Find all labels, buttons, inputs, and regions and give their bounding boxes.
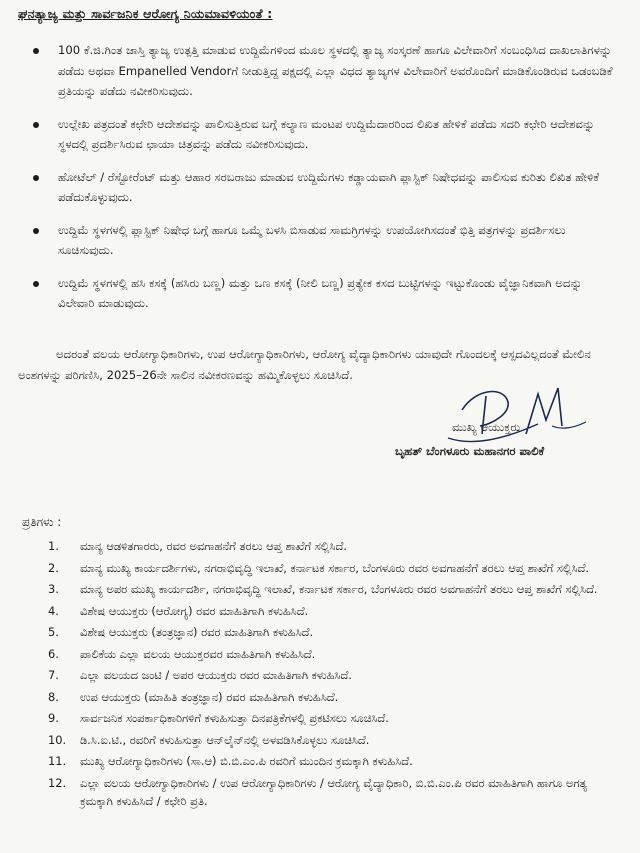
bullet-icon bbox=[33, 48, 39, 54]
copy-text: ಎಲ್ಲಾ ವಲಯ ಆರೋಗ್ಯಾಧಿಕಾರಿಗಳು / ಉಪ ಆರೋಗ್ಯಾಧಿಕಾರಿಗಳು / ಆರೋಗ್ಯ ವೈದ್ಯಾಧಿಕಾರಿ, ಬಿ.ಬಿ.ಎಂ.ಪಿ ರವರ ಮಾಹಿತಿಗಾಗಿ ಹಾಗೂ ಅಗತ್ಯ ಕ್ರಮಕ್ಕಾಗಿ ಕಳುಹಿಸಿದೆ / ಕಛೇರಿ ಪ್ರತಿ. bbox=[80, 775, 588, 808]
rule-text: ಉದ್ದಿಮೆ ಸ್ಥಳಗಳಲ್ಲಿ ಪ್ಲಾಸ್ಟಿಕ್ ನಿಷೇಧ ಬಗ್ಗೆ ಹಾಗೂ ಒಮ್ಮೆ ಬಳಸಿ ಬಿಸಾಡುವ ಸಾಮಗ್ರಿಗಳನ್ನು ಉಪಯೋಗಿಸದಂತೆ ಭಿತ್ತಿ ಪತ್ರಗಳನ್ನು ಪ್ರದರ್ಶಿಸಲು ಸೂಚಿಸುವುದು. bbox=[58, 222, 566, 257]
signatory-organization: ಬೃಹತ್ ಬೆಂಗಳೂರು ಮಹಾನಗರ ಪಾಲಿಕೆ bbox=[395, 444, 545, 458]
copy-number: 2. bbox=[48, 560, 59, 575]
copy-number: 10. bbox=[48, 732, 67, 747]
rule-text: ಹೋಟೆಲ್ / ರೆಸ್ಟೋರೆಂಟ್ ಮತ್ತು ಆಹಾರ ಸರಬರಾಜು ಮಾಡುವ ಉದ್ದಿಮೆಗಳು ಕಡ್ಡಾಯವಾಗಿ ಪ್ಲಾಸ್ಟಿಕ್ ನಿಷೇಧವನ್ನು ಪಾಲಿಸುವ ಕುರಿತು ಲಿಖಿತ ಹೇಳಿಕೆ ಪಡೆದುಕೊಳ್ಳುವುದು. bbox=[58, 169, 600, 204]
rule-text: 100 ಕೆ.ಜಿ.ಗಿಂತ ಜಾಸ್ತಿ ತ್ಯಾಜ್ಯ ಉತ್ಪತ್ತಿ ಮಾಡುವ ಉದ್ದಿಮೆಗಳಿಂದ ಮೂಲ ಸ್ಥಳದಲ್ಲಿ ತ್ಯಾಜ್ಯ ಸಂಸ್ಕರಣೆ ಹಾಗೂ ವಿಲೇವಾರಿಗೆ ಸಂಬಂಧಿಸಿದ ದಾಖಲಾತಿಗಳನ್ನು ಪಡೆದು ಅಥವಾ Empanelled Vendorಗೆ ನೀಡುತ್ತಿದ್ದ ಪಕ್ಷದಲ್ಲಿ ಎಲ್ಲಾ ವಿಧದ ತ್ಯಾಜ್ಯಗಳ ವಿಲೇವಾರಿಗೆ ಅವರೊಂದಿಗೆ ಮಾಡಿಕೊಂಡಿರುವ ಒಡಂಬಡಿಕೆ ಪ್ರತಿಯನ್ನು ಪಡೆದು ನವೀಕರಿಸುವುದು. bbox=[58, 43, 613, 98]
copy-text: ಸಾರ್ವಜನಿಕ ಸಂಪರ್ಕಾಧಿಕಾರಿಗಳಿಗೆ ಕಳುಹಿಸುತ್ತಾ ದಿನಪತ್ರಿಕೆಗಳಲ್ಲಿ ಪ್ರಕಟಿಸಲು ಸೂಚಿಸಿದೆ. bbox=[80, 711, 389, 725]
copy-item bbox=[0, 731, 640, 750]
copy-text: ಪಾಲಿಕೆಯ ಎಲ್ಲಾ ವಲಯ ಆಯುಕ್ತರವರ ಮಾಹಿತಿಗಾಗಿ ಕಳುಹಿಸಿದೆ. bbox=[80, 646, 316, 661]
copy-text: ಎಲ್ಲಾ ವಲಯದ ಜಂಟಿ / ಅಪರ ಆಯುಕ್ತರು ರವರ ಮಾಹಿತಿಗಾಗಿ ಕಳುಹಿಸಿದೆ. bbox=[80, 668, 352, 682]
copy-number: 6. bbox=[48, 646, 59, 661]
copy-text: ವಿಶೇಷ ಆಯುಕ್ತರು (ಆರೋಗ್ಯ) ರವರ ಮಾಹಿತಿಗಾಗಿ ಕಳುಹಿಸಿದೆ. bbox=[80, 603, 309, 618]
copy-item bbox=[0, 774, 640, 811]
rules-list bbox=[0, 40, 640, 326]
rule-item bbox=[0, 114, 640, 155]
copy-text: ಮಾನ್ಯ ಅಪರ ಮುಖ್ಯ ಕಾರ್ಯದರ್ಶಿ, ನಗರಾಭಿವೃದ್ಧಿ ಇಲಾಖೆ, ಕರ್ನಾಟಕ ಸರ್ಕಾರ, ಬೆಂಗಳೂರು ರವರ ಅವಗಾಹನೆಗೆ ತರಲು ಆಪ್ತ ಶಾಖೆಗೆ ಸಲ್ಲಿಸಿದೆ. bbox=[80, 582, 598, 596]
instruction-paragraph: ಅದರಂತೆ ವಲಯ ಆರೋಗ್ಯಾಧಿಕಾರಿಗಳು, ಉಪ ಆರೋಗ್ಯಾಧಿಕಾರಿಗಳು, ಆರೋಗ್ಯ ವೈದ್ಯಾಧಿಕಾರಿಗಳು ಯಾವುದೇ ಗೊಂದಲಕ್ಕೆ ಆಸ್ಪದವಿಲ್ಲದಂತೆ ಮೇಲಿನ ಅಂಶಗಳನ್ನು ಪರಿಗಣಿಸಿ, 2025–26ನೇ ಸಾಲಿನ ನವೀಕರಣವನ್ನು ಹಮ್ಮಿಕೊಳ್ಳಲು ಸೂಚಿಸಿದೆ. bbox=[18, 347, 591, 382]
bullet-icon bbox=[33, 175, 39, 181]
section-heading: ಘನತ್ಯಾಜ್ಯ ಮತ್ತು ಸಾರ್ವಜನಿಕ ಆರೋಗ್ಯ ನಿಯಮಾವಳಿಯಂತೆ : bbox=[18, 6, 273, 21]
copy-item bbox=[0, 645, 640, 664]
copy-item bbox=[0, 559, 640, 578]
rule-text: ಉದ್ದಿಮೆ ಸ್ಥಳಗಳಲ್ಲಿ ಹಸಿ ಕಸಕ್ಕೆ (ಹಸಿರು ಬಣ್ಣ) ಮತ್ತು ಒಣ ಕಸಕ್ಕೆ (ನೀಲಿ ಬಣ್ಣ) ಪ್ರತ್ಯೇಕ ಕಸದ ಬುಟ್ಟಿಗಳನ್ನು ಇಟ್ಟುಕೊಂಡು ವೈಜ್ಞಾನಿಕವಾಗಿ ಅದನ್ನು ವಿಲೇವಾರಿ ಮಾಡುವುದು. bbox=[58, 275, 583, 310]
copy-number: 4. bbox=[48, 603, 59, 618]
copy-number: 7. bbox=[48, 668, 59, 682]
copy-item bbox=[0, 709, 640, 728]
copy-item bbox=[0, 537, 640, 556]
copy-text: ಮುಖ್ಯ ಆರೋಗ್ಯಾಧಿಕಾರಿಗಳು (ಸಾ.ಆ) ಬಿ.ಬಿ.ಎಂ.ಪಿ ರವರಿಗೆ ಮುಂದಿನ ಕ್ರಮಕ್ಕಾಗಿ ಕಳುಹಿಸಿದೆ. bbox=[80, 754, 413, 768]
copy-number: 5. bbox=[48, 625, 59, 639]
rule-item bbox=[0, 273, 640, 314]
copy-item bbox=[0, 623, 640, 642]
copy-item bbox=[0, 688, 640, 707]
copy-item bbox=[0, 602, 640, 621]
rule-item bbox=[0, 167, 640, 208]
rule-item bbox=[0, 220, 640, 261]
copy-item bbox=[0, 666, 640, 685]
signature-image bbox=[442, 380, 592, 450]
copy-text: ಮಾನ್ಯ ಆಡಳಿತಗಾರರು, ರವರ ಅವಗಾಹನೆಗೆ ತರಲು ಆಪ್ತ ಶಾಖೆಗೆ ಸಲ್ಲಿಸಿದೆ. bbox=[80, 539, 347, 553]
copies-heading: ಪ್ರತಿಗಳು : bbox=[22, 515, 62, 529]
rule-item bbox=[0, 40, 640, 102]
copy-text: ಉಪ ಆಯುಕ್ತರು (ಮಾಹಿತಿ ತಂತ್ರಜ್ಞಾನ) ರವರ ಮಾಹಿತಿಗಾಗಿ ಕಳುಹಿಸಿದೆ. bbox=[80, 689, 339, 704]
copy-number: 9. bbox=[48, 711, 59, 725]
copy-text: ಡಿ.ಸಿ.ಐ.ಟಿ., ರವರಿಗೆ ಕಳುಹಿಸುತ್ತಾ ಆನ್‌ಲೈನ್‌ನಲ್ಲಿ ಅಳವಡಿಸಿಕೊಳ್ಳಲು ಸೂಚಿಸಿದೆ. bbox=[80, 732, 370, 747]
copy-number: 11. bbox=[48, 754, 67, 768]
copy-text: ವಿಶೇಷ ಆಯುಕ್ತರು (ತಂತ್ರಜ್ಞಾನ) ರವರ ಮಾಹಿತಿಗಾಗಿ ಕಳುಹಿಸಿದೆ. bbox=[80, 625, 314, 639]
signatory-title: ಮುಖ್ಯ ಆಯುಕ್ತರು bbox=[452, 420, 521, 434]
copy-text: ಮಾನ್ಯ ಮುಖ್ಯ ಕಾರ್ಯದರ್ಶಿಗಳು, ನಗರಾಭಿವೃದ್ಧಿ ಇಲಾಖೆ, ಕರ್ನಾಟಕ ಸರ್ಕಾರ, ಬೆಂಗಳೂರು ರವರ ಅವಗಾಹನೆಗೆ ತರಲು ಆಪ್ತ ಶಾಖೆಗೆ ಸಲ್ಲಿಸಿದೆ. bbox=[80, 560, 590, 575]
bullet-icon bbox=[33, 122, 39, 128]
bullet-icon bbox=[33, 281, 39, 287]
copies-list bbox=[0, 537, 640, 814]
rule-text: ಉಲ್ಲೇಖ ಪತ್ರದಂತೆ ಕಛೇರಿ ಆದೇಶವನ್ನು ಪಾಲಿಸುತ್ತಿರುವ ಬಗ್ಗೆ ಕಲ್ಯಾಣ ಮಂಟಪ ಉದ್ದಿಮೆದಾರರಿಂದ ಲಿಖಿತ ಹೇಳಿಕೆ ಪಡೆದು ಸದರಿ ಕಛೇರಿ ಆದೇಶವನ್ನು ಸ್ಥಳದಲ್ಲಿ ಪ್ರದರ್ಶಿಸಿರುವ ಛಾಯಾ ಚಿತ್ರವನ್ನು ಪಡೆದು ನವೀಕರಿಸುವುದು. bbox=[58, 116, 595, 151]
copy-number: 12. bbox=[48, 775, 67, 790]
copy-number: 3. bbox=[48, 582, 59, 596]
copy-number: 1. bbox=[48, 539, 59, 553]
copy-item bbox=[0, 752, 640, 771]
bullet-icon bbox=[33, 228, 39, 234]
copy-item bbox=[0, 580, 640, 599]
copy-number: 8. bbox=[48, 689, 59, 704]
